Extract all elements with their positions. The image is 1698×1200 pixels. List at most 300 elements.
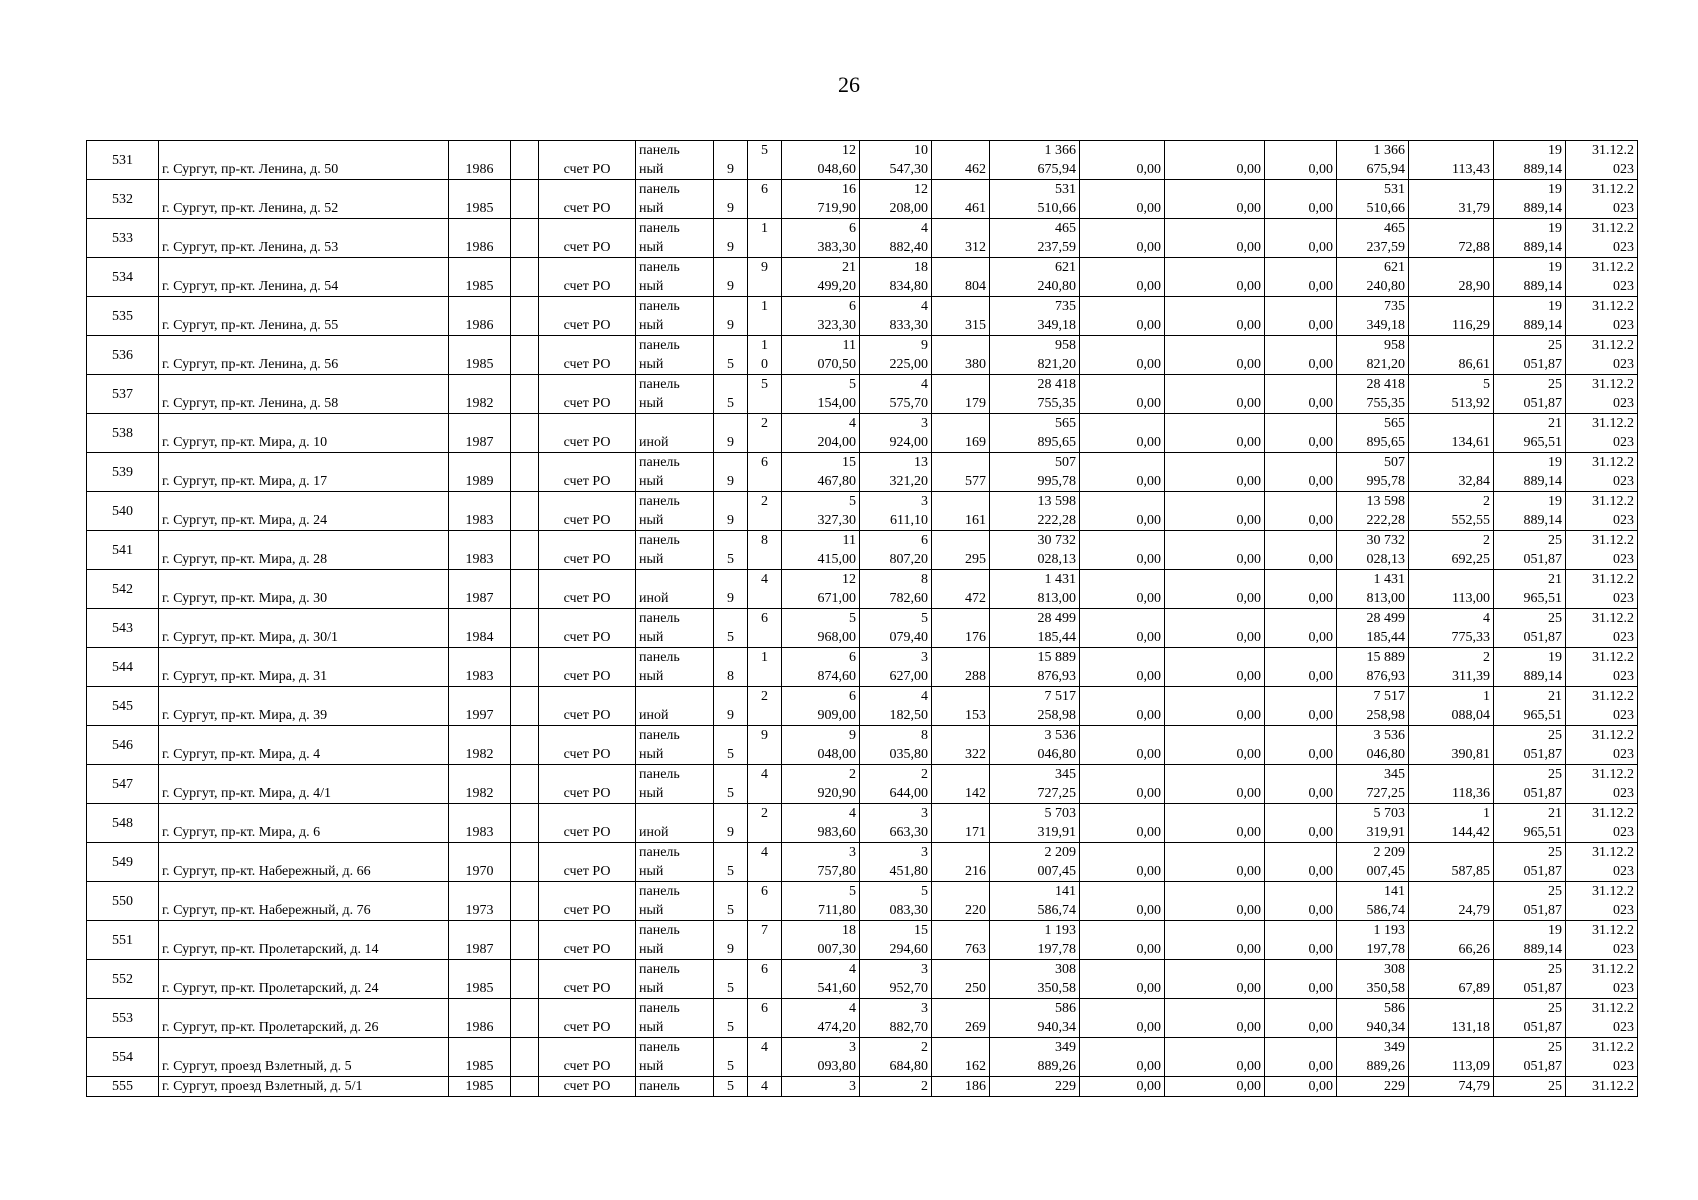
total-cost-cell: 345 727,25 [990, 765, 1080, 804]
fund-cell-3: 0,00 [1265, 609, 1337, 648]
blank-cell [511, 258, 539, 297]
fund-cell-1: 0,00 [1080, 531, 1165, 570]
table-row [87, 375, 1698, 414]
specific-cost-cell: 587,85 [1409, 843, 1494, 882]
year-cell: 1987 [449, 414, 511, 453]
blank-cell [511, 414, 539, 453]
fund-cell-2: 0,00 [1165, 570, 1265, 609]
table-row [87, 960, 1698, 999]
floors-cell: 5 [714, 1038, 748, 1077]
specific-cost-cell: 32,84 [1409, 453, 1494, 492]
owners-funds-cell: 1 431 813,00 [1337, 570, 1409, 609]
wall-material-cell: иной [636, 804, 714, 843]
year-cell: 1986 [449, 141, 511, 180]
specific-cost-cell: 74,79 [1409, 1077, 1494, 1097]
address-cell: г. Сургут, пр-кт. Пролетарский, д. 24 [159, 960, 449, 999]
fund-method-cell: счет РО [539, 453, 636, 492]
floors-cell: 5 [714, 765, 748, 804]
living-area-cell: 6 807,20 [860, 531, 932, 570]
address-cell: г. Сургут, пр-кт. Мира, д. 24 [159, 492, 449, 531]
living-area-cell: 4 182,50 [860, 687, 932, 726]
entrances-cell: 5 [748, 375, 782, 414]
specific-cost-cell: 113,00 [1409, 570, 1494, 609]
fund-cell-3: 0,00 [1265, 999, 1337, 1038]
floors-cell: 9 [714, 804, 748, 843]
fund-cell-2: 0,00 [1165, 375, 1265, 414]
fund-cell-3: 0,00 [1265, 141, 1337, 180]
table-row [87, 882, 1698, 921]
max-cost-cell: 25 051,87 [1494, 882, 1566, 921]
floors-cell: 9 [714, 921, 748, 960]
fund-method-cell: счет РО [539, 999, 636, 1038]
entrances-cell: 2 [748, 804, 782, 843]
fund-method-cell: счет РО [539, 882, 636, 921]
floors-cell: 9 [714, 453, 748, 492]
fund-method-cell: счет РО [539, 141, 636, 180]
table-row [87, 141, 1698, 180]
fund-method-cell: счет РО [539, 570, 636, 609]
fund-cell-2: 0,00 [1165, 648, 1265, 687]
blank-cell [511, 648, 539, 687]
owners-funds-cell: 2 209 007,45 [1337, 843, 1409, 882]
living-area-cell: 3 924,00 [860, 414, 932, 453]
residents-cell: 269 [932, 999, 990, 1038]
floors-cell: 9 [714, 492, 748, 531]
floors-cell: 9 [714, 258, 748, 297]
table-row [87, 258, 1698, 297]
blank-cell [511, 687, 539, 726]
wall-material-cell: панель ный [636, 882, 714, 921]
year-cell: 1983 [449, 804, 511, 843]
entrances-cell: 4 [748, 843, 782, 882]
specific-cost-cell: 113,43 [1409, 141, 1494, 180]
fund-cell-1: 0,00 [1080, 687, 1165, 726]
specific-cost-cell: 116,29 [1409, 297, 1494, 336]
max-cost-cell: 21 965,51 [1494, 570, 1566, 609]
entrances-cell: 1 [748, 648, 782, 687]
specific-cost-cell: 4 775,33 [1409, 609, 1494, 648]
total-area-cell: 6 874,60 [782, 648, 860, 687]
fund-cell-3: 0,00 [1265, 882, 1337, 921]
address-cell: г. Сургут, пр-кт. Мира, д. 28 [159, 531, 449, 570]
total-cost-cell: 735 349,18 [990, 297, 1080, 336]
blank-cell [511, 453, 539, 492]
table-row [87, 804, 1698, 843]
living-area-cell: 2 644,00 [860, 765, 932, 804]
row-number-cell: 541 [87, 531, 159, 570]
fund-cell-1: 0,00 [1080, 726, 1165, 765]
max-cost-cell: 21 965,51 [1494, 687, 1566, 726]
completion-date-cell: 31.12.2 023 [1566, 219, 1638, 258]
owners-funds-cell: 958 821,20 [1337, 336, 1409, 375]
row-number-cell: 552 [87, 960, 159, 999]
floors-cell: 9 [714, 219, 748, 258]
completion-date-cell: 31.12.2 023 [1566, 297, 1638, 336]
residents-cell: 804 [932, 258, 990, 297]
living-area-cell: 8 035,80 [860, 726, 932, 765]
address-cell: г. Сургут, пр-кт. Ленина, д. 55 [159, 297, 449, 336]
address-cell: г. Сургут, проезд Взлетный, д. 5 [159, 1038, 449, 1077]
fund-cell-1: 0,00 [1080, 297, 1165, 336]
owners-funds-cell: 141 586,74 [1337, 882, 1409, 921]
row-number-cell: 544 [87, 648, 159, 687]
living-area-cell: 3 663,30 [860, 804, 932, 843]
fund-cell-2: 0,00 [1165, 1077, 1265, 1097]
fund-method-cell: счет РО [539, 375, 636, 414]
total-area-cell: 2 920,90 [782, 765, 860, 804]
total-cost-cell: 1 193 197,78 [990, 921, 1080, 960]
residents-cell: 322 [932, 726, 990, 765]
entrances-cell: 2 [748, 492, 782, 531]
total-area-cell: 4 541,60 [782, 960, 860, 999]
wall-material-cell: панель ный [636, 453, 714, 492]
fund-cell-2: 0,00 [1165, 843, 1265, 882]
fund-method-cell: счет РО [539, 297, 636, 336]
fund-cell-3: 0,00 [1265, 648, 1337, 687]
wall-material-cell: панель ный [636, 765, 714, 804]
table-row [87, 1038, 1698, 1077]
completion-date-cell: 31.12.2 023 [1566, 414, 1638, 453]
row-number-cell: 550 [87, 882, 159, 921]
owners-funds-cell: 465 237,59 [1337, 219, 1409, 258]
year-cell: 1985 [449, 1077, 511, 1097]
fund-cell-1: 0,00 [1080, 180, 1165, 219]
residents-cell: 315 [932, 297, 990, 336]
fund-method-cell: счет РО [539, 1038, 636, 1077]
blank-cell [511, 141, 539, 180]
wall-material-cell: иной [636, 570, 714, 609]
owners-funds-cell: 308 350,58 [1337, 960, 1409, 999]
wall-material-cell: панель ный [636, 180, 714, 219]
residents-cell: 461 [932, 180, 990, 219]
year-cell: 1986 [449, 297, 511, 336]
fund-cell-3: 0,00 [1265, 336, 1337, 375]
fund-cell-3: 0,00 [1265, 921, 1337, 960]
entrances-cell: 6 [748, 999, 782, 1038]
floors-cell: 9 [714, 180, 748, 219]
total-cost-cell: 586 940,34 [990, 999, 1080, 1038]
completion-date-cell: 31.12.2 023 [1566, 492, 1638, 531]
completion-date-cell: 31.12.2 023 [1566, 960, 1638, 999]
blank-cell [511, 609, 539, 648]
table-row [87, 414, 1698, 453]
residents-cell: 250 [932, 960, 990, 999]
entrances-cell: 6 [748, 960, 782, 999]
blank-cell [511, 1038, 539, 1077]
total-cost-cell: 565 895,65 [990, 414, 1080, 453]
owners-funds-cell: 1 193 197,78 [1337, 921, 1409, 960]
total-area-cell: 18 007,30 [782, 921, 860, 960]
address-cell: г. Сургут, пр-кт. Набережный, д. 76 [159, 882, 449, 921]
max-cost-cell: 19 889,14 [1494, 492, 1566, 531]
fund-method-cell: счет РО [539, 492, 636, 531]
wall-material-cell: панель ный [636, 843, 714, 882]
completion-date-cell: 31.12.2 023 [1566, 180, 1638, 219]
year-cell: 1986 [449, 999, 511, 1038]
blank-cell [511, 921, 539, 960]
entrances-cell: 8 [748, 531, 782, 570]
address-cell: г. Сургут, пр-кт. Ленина, д. 58 [159, 375, 449, 414]
blank-cell [511, 726, 539, 765]
total-cost-cell: 958 821,20 [990, 336, 1080, 375]
total-cost-cell: 308 350,58 [990, 960, 1080, 999]
fund-cell-3: 0,00 [1265, 726, 1337, 765]
living-area-cell: 3 611,10 [860, 492, 932, 531]
floors-cell: 8 [714, 648, 748, 687]
fund-method-cell: счет РО [539, 648, 636, 687]
max-cost-cell: 19 889,14 [1494, 648, 1566, 687]
fund-cell-3: 0,00 [1265, 765, 1337, 804]
total-area-cell: 4 474,20 [782, 999, 860, 1038]
row-number-cell: 551 [87, 921, 159, 960]
specific-cost-cell: 72,88 [1409, 219, 1494, 258]
blank-cell [511, 843, 539, 882]
living-area-cell: 18 834,80 [860, 258, 932, 297]
fund-cell-2: 0,00 [1165, 999, 1265, 1038]
floors-cell: 5 [714, 882, 748, 921]
blank-cell [511, 492, 539, 531]
total-area-cell: 5 711,80 [782, 882, 860, 921]
floors-cell: 9 [714, 570, 748, 609]
specific-cost-cell: 31,79 [1409, 180, 1494, 219]
total-area-cell: 3 757,80 [782, 843, 860, 882]
row-number-cell: 546 [87, 726, 159, 765]
fund-cell-3: 0,00 [1265, 180, 1337, 219]
floors-cell: 5 [714, 726, 748, 765]
floors-cell: 5 [714, 336, 748, 375]
total-cost-cell: 13 598 222,28 [990, 492, 1080, 531]
max-cost-cell: 25 [1494, 1077, 1566, 1097]
entrances-cell: 6 [748, 609, 782, 648]
year-cell: 1973 [449, 882, 511, 921]
table-row [87, 531, 1698, 570]
entrances-cell: 7 [748, 921, 782, 960]
total-area-cell: 11 415,00 [782, 531, 860, 570]
table-row [87, 570, 1698, 609]
fund-method-cell: счет РО [539, 1077, 636, 1097]
fund-cell-3: 0,00 [1265, 414, 1337, 453]
year-cell: 1997 [449, 687, 511, 726]
specific-cost-cell: 86,61 [1409, 336, 1494, 375]
fund-cell-3: 0,00 [1265, 1077, 1337, 1097]
total-cost-cell: 3 536 046,80 [990, 726, 1080, 765]
fund-cell-2: 0,00 [1165, 336, 1265, 375]
blank-cell [511, 297, 539, 336]
address-cell: г. Сургут, пр-кт. Пролетарский, д. 14 [159, 921, 449, 960]
max-cost-cell: 19 889,14 [1494, 219, 1566, 258]
fund-cell-3: 0,00 [1265, 1038, 1337, 1077]
completion-date-cell: 31.12.2 023 [1566, 999, 1638, 1038]
fund-method-cell: счет РО [539, 531, 636, 570]
fund-cell-1: 0,00 [1080, 609, 1165, 648]
total-cost-cell: 28 418 755,35 [990, 375, 1080, 414]
residents-cell: 220 [932, 882, 990, 921]
specific-cost-cell: 2 692,25 [1409, 531, 1494, 570]
residents-cell: 380 [932, 336, 990, 375]
address-cell: г. Сургут, пр-кт. Мира, д. 39 [159, 687, 449, 726]
living-area-cell: 13 321,20 [860, 453, 932, 492]
completion-date-cell: 31.12.2 023 [1566, 531, 1638, 570]
fund-method-cell: счет РО [539, 726, 636, 765]
fund-cell-1: 0,00 [1080, 1077, 1165, 1097]
address-cell: г. Сургут, пр-кт. Мира, д. 31 [159, 648, 449, 687]
owners-funds-cell: 5 703 319,91 [1337, 804, 1409, 843]
address-cell: г. Сургут, пр-кт. Ленина, д. 53 [159, 219, 449, 258]
wall-material-cell: панель ный [636, 609, 714, 648]
wall-material-cell: панель ный [636, 999, 714, 1038]
table-row [87, 648, 1698, 687]
specific-cost-cell: 1 088,04 [1409, 687, 1494, 726]
table-row [87, 336, 1698, 375]
residents-cell: 153 [932, 687, 990, 726]
fund-method-cell: счет РО [539, 687, 636, 726]
row-number-cell: 537 [87, 375, 159, 414]
fund-method-cell: счет РО [539, 765, 636, 804]
address-cell: г. Сургут, пр-кт. Ленина, д. 54 [159, 258, 449, 297]
row-number-cell: 536 [87, 336, 159, 375]
specific-cost-cell: 2 311,39 [1409, 648, 1494, 687]
fund-cell-2: 0,00 [1165, 765, 1265, 804]
blank-cell [511, 765, 539, 804]
address-cell: г. Сургут, пр-кт. Мира, д. 6 [159, 804, 449, 843]
table-row [87, 492, 1698, 531]
fund-cell-1: 0,00 [1080, 804, 1165, 843]
residents-cell: 162 [932, 1038, 990, 1077]
year-cell: 1986 [449, 219, 511, 258]
address-cell: г. Сургут, пр-кт. Мира, д. 30/1 [159, 609, 449, 648]
table-row [87, 843, 1698, 882]
row-number-cell: 538 [87, 414, 159, 453]
completion-date-cell: 31.12.2 023 [1566, 804, 1638, 843]
entrances-cell: 6 [748, 453, 782, 492]
total-area-cell: 6 909,00 [782, 687, 860, 726]
living-area-cell: 5 083,30 [860, 882, 932, 921]
fund-cell-1: 0,00 [1080, 960, 1165, 999]
wall-material-cell: панель ный [636, 531, 714, 570]
completion-date-cell: 31.12.2 023 [1566, 609, 1638, 648]
total-area-cell: 4 204,00 [782, 414, 860, 453]
blank-cell [511, 999, 539, 1038]
entrances-cell: 2 [748, 414, 782, 453]
year-cell: 1987 [449, 570, 511, 609]
living-area-cell: 2 684,80 [860, 1038, 932, 1077]
fund-cell-1: 0,00 [1080, 453, 1165, 492]
fund-cell-2: 0,00 [1165, 141, 1265, 180]
fund-method-cell: счет РО [539, 258, 636, 297]
fund-cell-1: 0,00 [1080, 648, 1165, 687]
owners-funds-cell: 735 349,18 [1337, 297, 1409, 336]
row-number-cell: 553 [87, 999, 159, 1038]
fund-cell-3: 0,00 [1265, 843, 1337, 882]
blank-cell [511, 1077, 539, 1097]
specific-cost-cell: 5 513,92 [1409, 375, 1494, 414]
residents-cell: 169 [932, 414, 990, 453]
fund-method-cell: счет РО [539, 336, 636, 375]
fund-cell-1: 0,00 [1080, 765, 1165, 804]
total-area-cell: 3 [782, 1077, 860, 1097]
year-cell: 1982 [449, 375, 511, 414]
total-cost-cell: 30 732 028,13 [990, 531, 1080, 570]
total-cost-cell: 229 [990, 1077, 1080, 1097]
year-cell: 1985 [449, 336, 511, 375]
entrances-cell: 4 [748, 570, 782, 609]
completion-date-cell: 31.12.2 023 [1566, 258, 1638, 297]
fund-cell-2: 0,00 [1165, 180, 1265, 219]
max-cost-cell: 25 051,87 [1494, 531, 1566, 570]
year-cell: 1987 [449, 921, 511, 960]
blank-cell [511, 219, 539, 258]
row-number-cell: 548 [87, 804, 159, 843]
max-cost-cell: 21 965,51 [1494, 804, 1566, 843]
total-cost-cell: 5 703 319,91 [990, 804, 1080, 843]
fund-cell-1: 0,00 [1080, 999, 1165, 1038]
owners-funds-cell: 7 517 258,98 [1337, 687, 1409, 726]
completion-date-cell: 31.12.2 023 [1566, 882, 1638, 921]
fund-cell-1: 0,00 [1080, 492, 1165, 531]
completion-date-cell: 31.12.2 023 [1566, 648, 1638, 687]
entrances-cell: 1 [748, 219, 782, 258]
table-row [87, 453, 1698, 492]
residents-cell: 295 [932, 531, 990, 570]
row-number-cell: 532 [87, 180, 159, 219]
fund-method-cell: счет РО [539, 804, 636, 843]
owners-funds-cell: 28 499 185,44 [1337, 609, 1409, 648]
living-area-cell: 3 952,70 [860, 960, 932, 999]
total-cost-cell: 15 889 876,93 [990, 648, 1080, 687]
specific-cost-cell: 28,90 [1409, 258, 1494, 297]
fund-method-cell: счет РО [539, 609, 636, 648]
total-cost-cell: 1 366 675,94 [990, 141, 1080, 180]
total-area-cell: 5 154,00 [782, 375, 860, 414]
table-row [87, 180, 1698, 219]
housing-register-table [86, 140, 1698, 1097]
owners-funds-cell: 565 895,65 [1337, 414, 1409, 453]
owners-funds-cell: 586 940,34 [1337, 999, 1409, 1038]
fund-cell-2: 0,00 [1165, 414, 1265, 453]
fund-method-cell: счет РО [539, 180, 636, 219]
fund-cell-1: 0,00 [1080, 921, 1165, 960]
max-cost-cell: 25 051,87 [1494, 375, 1566, 414]
fund-method-cell: счет РО [539, 843, 636, 882]
address-cell: г. Сургут, пр-кт. Ленина, д. 52 [159, 180, 449, 219]
row-number-cell: 545 [87, 687, 159, 726]
specific-cost-cell: 67,89 [1409, 960, 1494, 999]
year-cell: 1983 [449, 648, 511, 687]
total-area-cell: 5 968,00 [782, 609, 860, 648]
owners-funds-cell: 229 [1337, 1077, 1409, 1097]
fund-cell-3: 0,00 [1265, 960, 1337, 999]
fund-cell-1: 0,00 [1080, 843, 1165, 882]
total-area-cell: 6 323,30 [782, 297, 860, 336]
fund-method-cell: счет РО [539, 921, 636, 960]
total-area-cell: 4 983,60 [782, 804, 860, 843]
owners-funds-cell: 507 995,78 [1337, 453, 1409, 492]
wall-material-cell: панель ный [636, 960, 714, 999]
total-cost-cell: 531 510,66 [990, 180, 1080, 219]
total-cost-cell: 28 499 185,44 [990, 609, 1080, 648]
entrances-cell: 9 [748, 258, 782, 297]
address-cell: г. Сургут, пр-кт. Набережный, д. 66 [159, 843, 449, 882]
living-area-cell: 9 225,00 [860, 336, 932, 375]
total-area-cell: 9 048,00 [782, 726, 860, 765]
fund-cell-2: 0,00 [1165, 960, 1265, 999]
residents-cell: 462 [932, 141, 990, 180]
year-cell: 1982 [449, 765, 511, 804]
specific-cost-cell: 66,26 [1409, 921, 1494, 960]
wall-material-cell: панель ный [636, 297, 714, 336]
address-cell: г. Сургут, пр-кт. Ленина, д. 50 [159, 141, 449, 180]
completion-date-cell: 31.12.2 023 [1566, 921, 1638, 960]
